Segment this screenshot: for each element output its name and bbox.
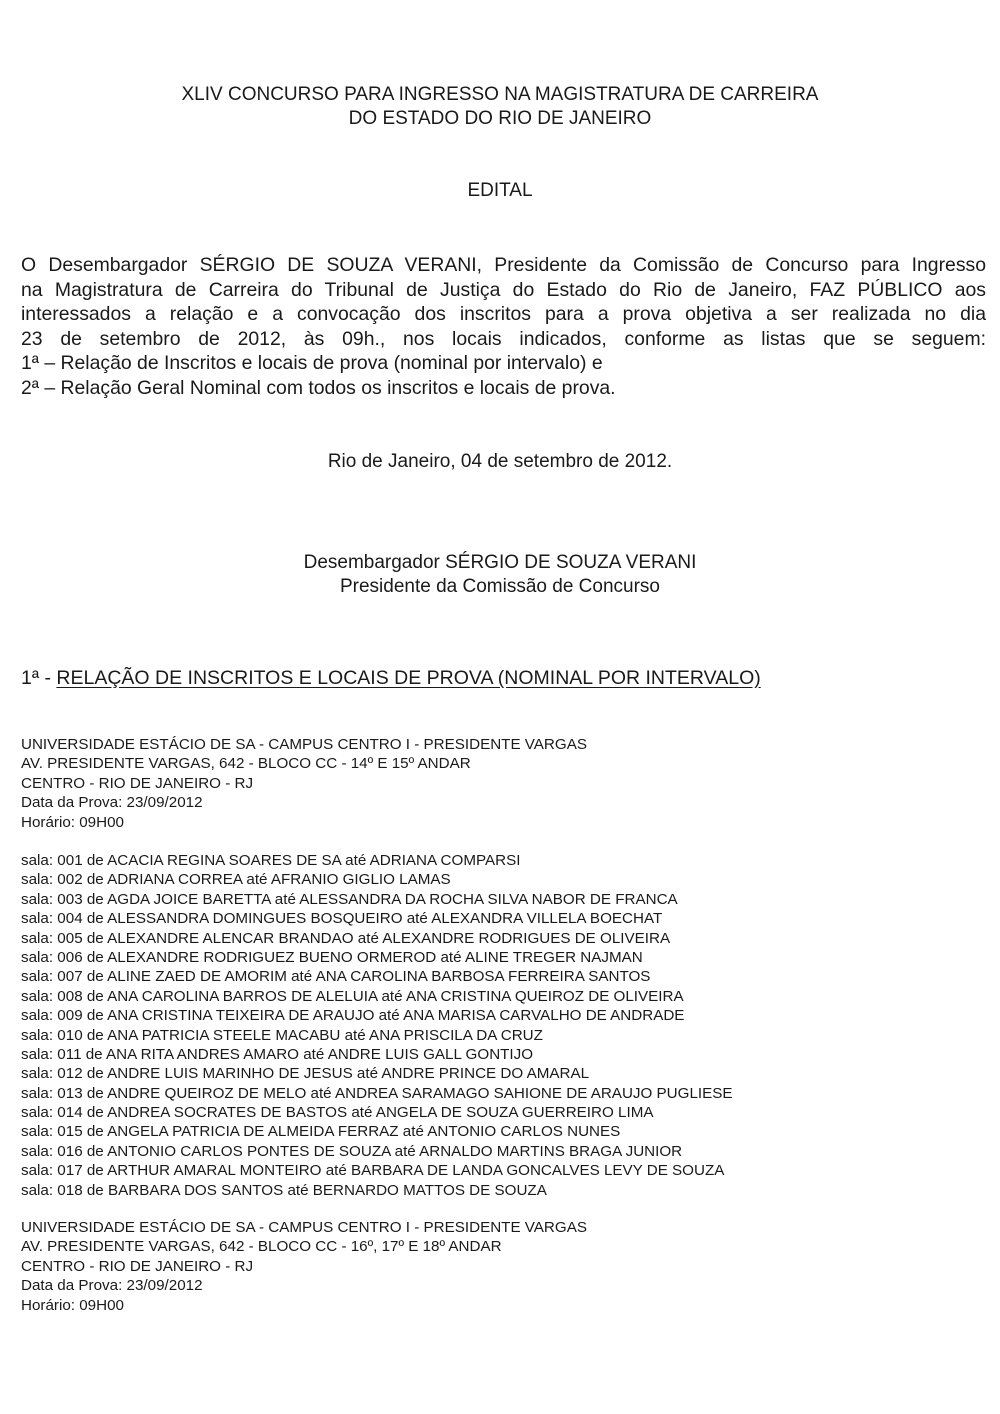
document-title-line1: XLIV CONCURSO PARA INGRESSO NA MAGISTRATURA DE CARREIRA: [181, 84, 819, 105]
room-item: sala: 017 de ARTHUR AMARAL MONTEIRO até BARBARA DE LANDA GONCALVES LEVY DE SOUZA: [21, 1162, 725, 1180]
section-prefix: 1ª -: [21, 667, 57, 689]
room-item: sala: 014 de ANDREA SOCRATES DE BASTOS até ANGELA DE SOUZA GUERREIRO LIMA: [21, 1104, 654, 1122]
date-line: Rio de Janeiro, 04 de setembro de 2012.: [327, 451, 673, 472]
intro-line: interessados a relação e a convocação dos inscritos para a prova objetiva a ser realizada no dia: [21, 303, 986, 326]
venue-address: AV. PRESIDENTE VARGAS, 642 - BLOCO CC - 16º, 17º E 18º ANDAR: [21, 1238, 502, 1256]
room-item: sala: 009 de ANA CRISTINA TEIXEIRA DE ARAUJO até ANA MARISA CARVALHO DE ANDRADE: [21, 1007, 685, 1025]
venue-block: [21, 1218, 981, 1315]
intro-line: 1ª – Relação de Inscritos e locais de prova (nominal por intervalo) e: [21, 352, 603, 375]
room-item: sala: 013 de ANDRE QUEIROZ DE MELO até ANDREA SARAMAGO SAHIONE DE ARAUJO PUGLIESE: [21, 1084, 733, 1102]
room-item: sala: 016 de ANTONIO CARLOS PONTES DE SOUZA até ARNALDO MARTINS BRAGA JUNIOR: [21, 1142, 683, 1160]
room-item: sala: 012 de ANDRE LUIS MARINHO DE JESUS até ANDRE PRINCE DO AMARAL: [21, 1065, 590, 1083]
room-item: sala: 008 de ANA CAROLINA BARROS DE ALELUIA até ANA CRISTINA QUEIROZ DE OLIVEIRA: [21, 987, 684, 1005]
venue-name: UNIVERSIDADE ESTÁCIO DE SA - CAMPUS CENTRO I - PRESIDENTE VARGAS: [21, 736, 587, 753]
room-item: sala: 011 de ANA RITA ANDRES AMARO até ANDRE LUIS GALL GONTIJO: [21, 1045, 534, 1063]
room-item: sala: 006 de ALEXANDRE RODRIGUEZ BUENO ORMEROD até ALINE TREGER NAJMAN: [21, 948, 643, 966]
signature-name: Desembargador SÉRGIO DE SOUZA VERANI: [303, 552, 697, 573]
room-list: [21, 851, 981, 1200]
edital-heading: EDITAL: [467, 180, 533, 201]
intro-line: 23 de setembro de 2012, às 09h., nos locais indicados, conforme as listas que se seguem:: [21, 327, 986, 350]
intro-line: 2ª – Relação Geral Nominal com todos os inscritos e locais de prova.: [21, 376, 616, 399]
room-item: sala: 007 de ALINE ZAED DE AMORIM até ANA CAROLINA BARBOSA FERREIRA SANTOS: [21, 968, 651, 986]
venue-date: Data da Prova: 23/09/2012: [21, 794, 203, 812]
intro-line: O Desembargador SÉRGIO DE SOUZA VERANI, Presidente da Comissão de Concurso para Ingresso: [21, 254, 986, 276]
intro-paragraph: [21, 253, 986, 401]
room-item: sala: 003 de AGDA JOICE BARETTA até ALESSANDRA DA ROCHA SILVA NABOR DE FRANCA: [21, 890, 678, 908]
venue-time: Horário: 09H00: [21, 1296, 124, 1314]
venue-city: CENTRO - RIO DE JANEIRO - RJ: [21, 1257, 254, 1275]
venue-block: [21, 735, 981, 832]
signature-role: Presidente da Comissão de Concurso: [339, 576, 660, 597]
room-item: sala: 005 de ALEXANDRE ALENCAR BRANDAO até ALEXANDRE RODRIGUES DE OLIVEIRA: [21, 929, 671, 947]
room-item: sala: 010 de ANA PATRICIA STEELE MACABU até ANA PRISCILA DA CRUZ: [21, 1026, 543, 1044]
document-title-line2: DO ESTADO DO RIO DE JANEIRO: [348, 108, 652, 129]
room-item: sala: 018 de BARBARA DOS SANTOS até BERNARDO MATTOS DE SOUZA: [21, 1181, 547, 1199]
room-item: sala: 001 de ACACIA REGINA SOARES DE SA até ADRIANA COMPARSI: [21, 852, 521, 869]
venue-date: Data da Prova: 23/09/2012: [21, 1277, 203, 1295]
venue-address: AV. PRESIDENTE VARGAS, 642 - BLOCO CC - 14º E 15º ANDAR: [21, 755, 471, 773]
room-item: sala: 015 de ANGELA PATRICIA DE ALMEIDA FERRAZ até ANTONIO CARLOS NUNES: [21, 1123, 621, 1141]
section-title: RELAÇÃO DE INSCRITOS E LOCAIS DE PROVA (NOMINAL POR INTERVALO): [56, 667, 761, 689]
venue-time: Horário: 09H00: [21, 813, 124, 831]
section-heading: [21, 667, 761, 690]
venue-name: UNIVERSIDADE ESTÁCIO DE SA - CAMPUS CENTRO I - PRESIDENTE VARGAS: [21, 1219, 587, 1236]
room-item: sala: 002 de ADRIANA CORREA até AFRANIO GIGLIO LAMAS: [21, 871, 451, 889]
venue-city: CENTRO - RIO DE JANEIRO - RJ: [21, 774, 254, 792]
room-item: sala: 004 de ALESSANDRA DOMINGUES BOSQUEIRO até ALEXANDRA VILLELA BOECHAT: [21, 910, 663, 928]
intro-line: na Magistratura de Carreira do Tribunal de Justiça do Estado do Rio de Janeiro, FAZ PÚBLICO aos: [21, 278, 986, 301]
